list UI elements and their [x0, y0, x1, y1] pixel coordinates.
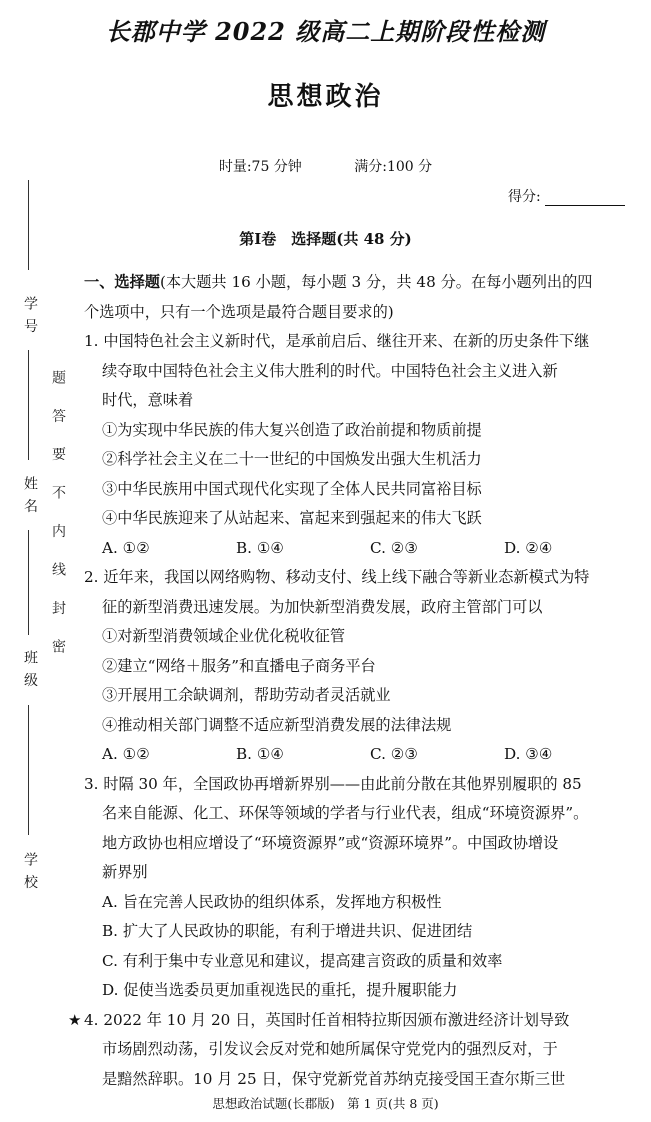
q1-option-a[interactable]: A. ①②: [102, 538, 150, 557]
student-id-label: 学 号: [22, 296, 38, 335]
instructions-line-1: 一、选择题(本大题共 16 小题，每小题 3 分，共 48 分。在每小题列出的四: [84, 273, 593, 291]
q1-item: ③中华民族用中国式现代化实现了全体人民共同富裕目标: [102, 479, 482, 498]
name-label: 姓 名: [22, 476, 38, 515]
section-heading: 一、选择题: [84, 273, 160, 291]
q2-option-a[interactable]: A. ①②: [102, 745, 150, 763]
q3-stem-line: 新界别: [102, 863, 148, 881]
q3-option-a[interactable]: A. 旨在完善人民政协的组织体系，发挥地方积极性: [102, 892, 442, 911]
q3-stem-line: 地方政协也相应增设了“环境资源界”或“资源环境界”。中国政协增设: [102, 833, 559, 852]
class-line: [28, 530, 29, 635]
full-score: 满分:100 分: [354, 159, 433, 175]
name-line: [28, 350, 29, 460]
time-limit: 时量:75 分钟: [218, 159, 302, 175]
q2-options: [84, 740, 639, 770]
seal-line-text: 题 答 要 不 内 线 封 密: [50, 370, 66, 664]
q1-item: ④中华民族迎来了从站起来、富起来到强起来的伟大飞跃: [102, 509, 482, 527]
q1-stem-line: 时代，意味着: [102, 391, 194, 409]
star-icon: ★: [68, 1010, 82, 1029]
q2-option-c[interactable]: C. ②③: [370, 745, 418, 763]
subject-title: 思想政治: [267, 82, 384, 112]
score-label: 得分:: [508, 189, 541, 205]
q1-item: ②科学社会主义在二十一世纪的中国焕发出强大生机活力: [102, 450, 482, 468]
q4-stem-line: ★ 4. 2022 年 10 月 20 日，英国时任首相特拉斯因颁布激进经济计划导致: [84, 1006, 639, 1036]
q1-option-c[interactable]: C. ②③: [370, 538, 418, 557]
q1-option-d[interactable]: D. ②④: [504, 538, 553, 557]
exam-meta: [0, 156, 651, 176]
q2-option-d[interactable]: D. ③④: [504, 745, 553, 763]
class-label: 班 级: [22, 650, 38, 689]
page-footer: 思想政治试题(长郡版) 第 1 页(共 8 页): [212, 1096, 439, 1111]
q1-item: ①为实现中华民族的伟大复兴创造了政治前提和物质前提: [102, 420, 482, 439]
q1-stem-line: 1. 中国特色社会主义新时代，是承前启后、继往开来、在新的历史条件下继: [84, 332, 590, 350]
q2-item: ②建立“网络＋服务”和直播电子商务平台: [102, 656, 376, 675]
q3-option-d[interactable]: D. 促使当选委员更加重视选民的重托，提升履职能力: [102, 981, 458, 999]
q2-item: ④推动相关部门调整不适应新型消费发展的法律法规: [102, 715, 452, 734]
score-field: [508, 186, 625, 206]
score-blank[interactable]: [545, 191, 625, 206]
student-id-line: [28, 180, 29, 270]
q4-stem-line: 市场剧烈动荡，引发议会反对党和她所属保守党党内的强烈反对，于: [102, 1040, 558, 1058]
q2-stem-line: 征的新型消费迅速发展。为加快新型消费发展，政府主管部门可以: [102, 597, 543, 616]
q4-stem-line: 是黯然辞职。10 月 25 日，保守党新党首苏纳克接受国王查尔斯三世: [102, 1069, 566, 1088]
q2-stem-line: 2. 近年来，我国以网络购物、移动支付、线上线下融合等新业态新模式为特: [84, 568, 590, 586]
question-content: [68, 268, 639, 1094]
q3-stem-line: 名来自能源、化工、环保等领域的学者与行业代表，组成“环境资源界”。: [102, 804, 589, 822]
q1-option-b[interactable]: B. ①④: [236, 538, 285, 557]
q1-stem-line: 续夺取中国特色社会主义伟大胜利的时代。中国特色社会主义进入新: [102, 361, 558, 380]
school-label: 学 校: [22, 852, 38, 891]
school-line: [28, 705, 29, 835]
exam-title: 长郡中学 2022 级高二上期阶段性检测: [105, 17, 546, 46]
q3-option-b[interactable]: B. 扩大了人民政协的职能，有利于增进共识、促进团结: [102, 922, 473, 940]
q3-option-c[interactable]: C. 有利于集中专业意见和建议，提高建言资政的质量和效率: [102, 951, 503, 970]
instructions-line-2: 个选项中，只有一个选项是最符合题目要求的): [84, 302, 394, 321]
q2-item: ③开展用工余缺调剂，帮助劳动者灵活就业: [102, 686, 391, 704]
q3-stem-line: 3. 时隔 30 年，全国政协再增新界别——由此前分散在其他界别履职的 85: [84, 774, 582, 793]
section-title: 第Ⅰ卷 选择题(共 48 分): [239, 230, 412, 248]
q2-option-b[interactable]: B. ①④: [236, 745, 285, 763]
q2-item: ①对新型消费领域企业优化税收征管: [102, 627, 345, 645]
q1-options: [84, 534, 639, 564]
